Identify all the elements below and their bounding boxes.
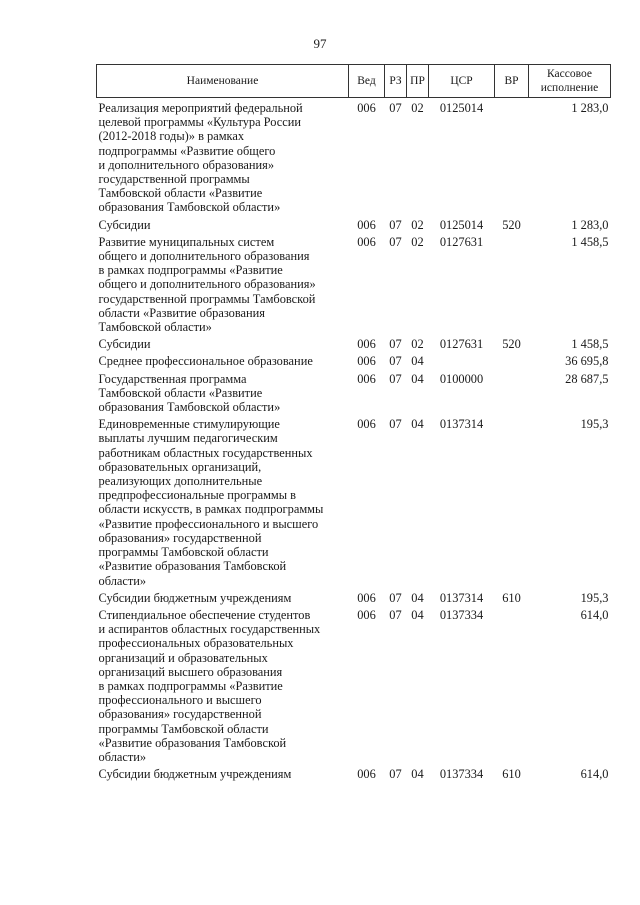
row-csr: 0137314 bbox=[439, 590, 484, 605]
row-name: Среднее профессиональное образование bbox=[98, 354, 313, 369]
row-amount: 1 283,0 bbox=[571, 101, 609, 115]
row-name: Развитие муниципальных систем общего и дополнительного образования в рамках подпрограммы «Развитие общего и дополнительного образования» государственной программы Тамбовской области «Развитие образования Тамбовской области» bbox=[98, 234, 316, 335]
table-header-row bbox=[97, 65, 611, 98]
column-header-amount: Кассовое исполнение bbox=[529, 65, 611, 98]
row-vr: 520 bbox=[502, 217, 521, 232]
row-csr: 0137314 bbox=[439, 417, 484, 432]
row-ved: 006 bbox=[357, 337, 376, 352]
row-name: Единовременные стимулирующие выплаты лучшим педагогическим работникам областных государственных образовательных организаций, реализующих дополнительные предпрофессиональные программы в области искусств, в рамках подпрограммы «Развитие профессионального и высшего образования» государственной программы Тамбовской области «Развитие образования Тамбовской области» bbox=[98, 417, 324, 588]
row-amount: 36 695,8 bbox=[565, 354, 609, 369]
column-header-name: Наименование bbox=[97, 65, 349, 98]
row-name: Субсидии бюджетным учреждениям bbox=[98, 590, 292, 605]
row-pr: 04 bbox=[411, 417, 424, 432]
table-row bbox=[97, 353, 611, 370]
row-name: Государственная программа Тамбовской области «Развитие образования Тамбовской области» bbox=[98, 371, 281, 415]
row-pr: 04 bbox=[411, 607, 424, 622]
row-ved: 006 bbox=[357, 217, 376, 232]
column-header-csr: ЦСР bbox=[429, 65, 495, 98]
row-csr: 0125014 bbox=[439, 217, 484, 232]
row-csr: 0127631 bbox=[439, 337, 484, 352]
row-name: Стипендиальное обеспечение студентов и аспирантов областных государственных профессиональных образовательных организаций и образовательных организаций высшего образования в рамках подпрограммы «Развитие профессионального и высшего образования» государственной программы Тамбовской области «Развитие образования Тамбовской области» bbox=[98, 607, 321, 764]
row-ved: 006 bbox=[357, 234, 376, 249]
row-amount: 1 283,0 bbox=[571, 217, 609, 232]
row-name: Субсидии bbox=[98, 337, 151, 352]
table-row bbox=[97, 217, 611, 234]
row-ved: 006 bbox=[357, 607, 376, 622]
table-row bbox=[97, 234, 611, 336]
table-row bbox=[97, 607, 611, 766]
row-ved: 006 bbox=[357, 590, 376, 605]
row-rz: 07 bbox=[389, 417, 402, 432]
row-ved: 006 bbox=[357, 354, 376, 369]
row-csr: 0137334 bbox=[439, 767, 484, 782]
table-row bbox=[97, 590, 611, 607]
column-header-vr: ВР bbox=[495, 65, 529, 98]
row-csr bbox=[429, 353, 495, 370]
row-amount: 195,3 bbox=[580, 590, 609, 605]
row-rz: 07 bbox=[389, 767, 402, 782]
row-pr: 04 bbox=[411, 590, 424, 605]
row-vr bbox=[495, 234, 529, 336]
row-csr: 0125014 bbox=[439, 101, 484, 115]
row-vr: 520 bbox=[502, 337, 521, 352]
table-row bbox=[97, 371, 611, 417]
row-vr bbox=[495, 353, 529, 370]
row-csr: 0127631 bbox=[439, 234, 484, 249]
row-rz: 07 bbox=[389, 234, 402, 249]
row-pr: 02 bbox=[411, 234, 424, 249]
row-vr bbox=[495, 98, 529, 217]
row-vr: 610 bbox=[502, 767, 521, 782]
row-amount: 614,0 bbox=[580, 607, 609, 622]
row-rz: 07 bbox=[389, 217, 402, 232]
row-ved: 006 bbox=[357, 101, 376, 115]
row-amount: 1 458,5 bbox=[571, 234, 609, 249]
row-rz: 07 bbox=[389, 101, 402, 115]
row-rz: 07 bbox=[389, 371, 402, 386]
row-ved: 006 bbox=[357, 767, 376, 782]
row-vr bbox=[495, 416, 529, 589]
row-ved: 006 bbox=[357, 417, 376, 432]
row-pr: 04 bbox=[411, 354, 424, 369]
column-header-rz: РЗ bbox=[385, 65, 407, 98]
row-vr bbox=[495, 607, 529, 766]
row-pr: 02 bbox=[411, 217, 424, 232]
row-name: Реализация мероприятий федеральной целевой программы «Культура России (2012-2018 годы)» в рамках подпрограммы «Развитие общего и дополнительного образования» государственной программы Тамбовской области «Развитие образования Тамбовской области» bbox=[98, 101, 303, 215]
row-vr bbox=[495, 371, 529, 417]
row-vr: 610 bbox=[502, 590, 521, 605]
row-pr: 04 bbox=[411, 371, 424, 386]
row-amount: 614,0 bbox=[580, 767, 609, 782]
row-pr: 02 bbox=[411, 337, 424, 352]
row-amount: 28 687,5 bbox=[565, 371, 609, 386]
row-csr: 0137334 bbox=[439, 607, 484, 622]
table-row bbox=[97, 98, 611, 217]
row-ved: 006 bbox=[357, 371, 376, 386]
row-rz: 07 bbox=[389, 354, 402, 369]
row-rz: 07 bbox=[389, 607, 402, 622]
column-header-pr: ПР bbox=[407, 65, 429, 98]
budget-table bbox=[96, 64, 611, 783]
table-row bbox=[97, 336, 611, 353]
table-row bbox=[97, 416, 611, 589]
column-header-ved: Вед bbox=[349, 65, 385, 98]
row-name: Субсидии bbox=[98, 217, 151, 232]
row-amount: 1 458,5 bbox=[571, 337, 609, 352]
row-rz: 07 bbox=[389, 590, 402, 605]
table-row bbox=[97, 766, 611, 783]
row-csr: 0100000 bbox=[439, 371, 484, 386]
row-name: Субсидии бюджетным учреждениям bbox=[98, 767, 292, 782]
row-pr: 02 bbox=[411, 101, 424, 115]
row-rz: 07 bbox=[389, 337, 402, 352]
page-number: 97 bbox=[313, 36, 327, 51]
row-amount: 195,3 bbox=[580, 417, 609, 432]
row-pr: 04 bbox=[411, 767, 424, 782]
